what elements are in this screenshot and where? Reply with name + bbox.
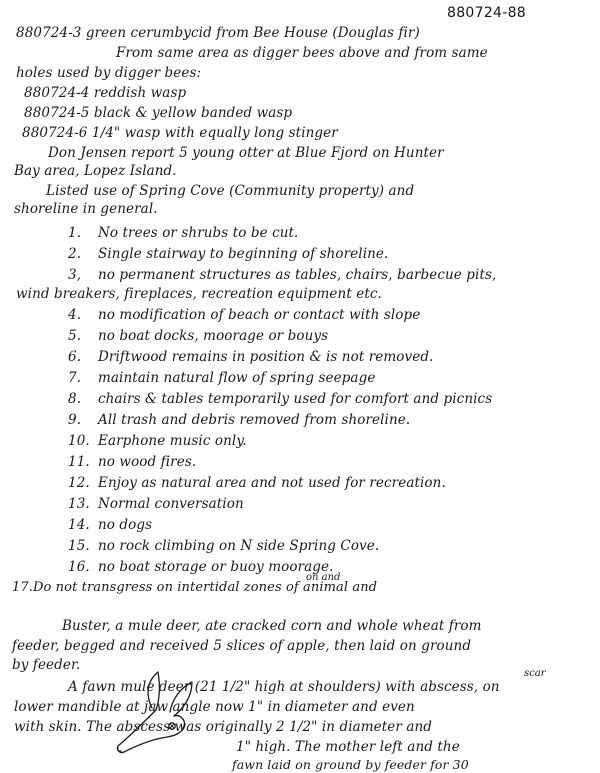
entry-line: Don Jensen report 5 young otter at Blue Fjord on Hunter [48, 145, 444, 161]
rule-item: 6. Driftwood remains in position & is not removed. [68, 349, 434, 365]
rule-item: 13. Normal conversation [68, 496, 244, 512]
entry-line: 880724-4 reddish wasp [24, 85, 187, 101]
rule-item: wind breakers, fireplaces, recreation equipment etc. [16, 286, 382, 302]
entry-line: Bay area, Lopez Island. [14, 163, 177, 179]
rule-item: 10. Earphone music only. [68, 433, 247, 449]
rule-item: 12. Enjoy as natural area and not used for recreation. [68, 475, 446, 491]
entry-line: Listed use of Spring Cove (Community property) and [46, 183, 415, 199]
rule-item: 2. Single stairway to beginning of shoreline. [68, 246, 389, 262]
entry-line: From same area as digger bees above and from same [116, 45, 488, 61]
rule-item: 17.Do not transgress on intertidal zones of animal and [12, 580, 378, 595]
fawn-head-sketch [112, 668, 222, 768]
note-line: A fawn mule deer (21 1/2" high at shoulders) with abscess, on [68, 679, 500, 695]
entry-line: 880724-3 green cerumbycid from Bee House (Douglas fir) [16, 25, 420, 41]
entry-line: shoreline in general. [14, 201, 158, 217]
note-line: 1" high. The mother left and the [236, 739, 460, 755]
note-line: with skin. The abscess was originally 2 1/2" in diameter and [14, 719, 433, 735]
entry-line: holes used by digger bees: [16, 65, 202, 81]
rule-item: 15. no rock climbing on N side Spring Cove. [68, 538, 380, 554]
rule-item: 4. no modification of beach or contact with slope [68, 307, 421, 323]
note-line: feeder, begged and received 5 slices of apple, then laid on ground [12, 638, 472, 654]
rule-item: 3, no permanent structures as tables, chairs, barbecue pits, [68, 267, 497, 283]
entry-line: 880724-6 1/4" wasp with equally long stinger [22, 125, 338, 141]
rule-item: 16. no boat storage or buoy moorage. [68, 559, 334, 575]
rule-item: 8. chairs & tables temporarily used for comfort and picnics [68, 391, 493, 407]
rule-insertion: on and [306, 572, 341, 583]
rule-item: 9. All trash and debris removed from shoreline. [68, 412, 411, 428]
note-insertion: scar [524, 668, 546, 679]
rule-item: 1. No trees or shrubs to be cut. [68, 225, 299, 241]
rule-item: 7. maintain natural flow of spring seepage [68, 370, 376, 386]
rule-item: 5. no boat docks, moorage or bouys [68, 328, 329, 344]
note-line: Buster, a mule deer, ate cracked corn and whole wheat from [62, 618, 482, 634]
entry-line: 880724-5 black & yellow banded wasp [24, 105, 293, 121]
note-line: by feeder. [12, 657, 81, 673]
page-id: 880724-88 [447, 5, 527, 21]
note-line: fawn laid on ground by feeder for 30 [232, 757, 469, 772]
note-line: lower mandible at jaw angle now 1" in diameter and even [14, 699, 415, 715]
rule-item: 11. no wood fires. [68, 454, 197, 470]
rule-item: 14. no dogs [68, 517, 153, 533]
